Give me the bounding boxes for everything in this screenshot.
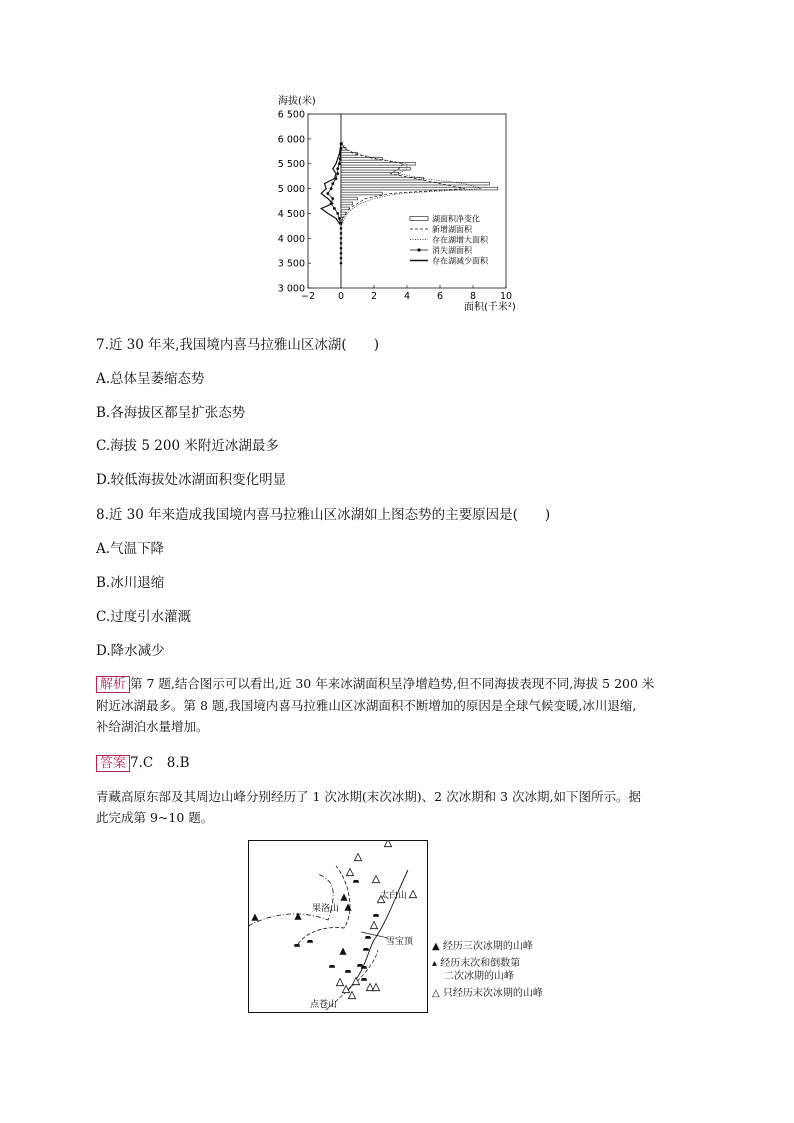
last-glaciation-peak-icon xyxy=(354,854,361,861)
lake-vanished-point xyxy=(340,237,343,240)
last-glaciation-peak-icon xyxy=(409,891,416,898)
net-change-bar xyxy=(341,207,349,210)
intro-line-2: 此完成第 9~10 题。 xyxy=(96,810,214,825)
last-glaciation-peak-icon xyxy=(384,840,391,847)
half-triangle-icon: ▴ xyxy=(432,958,438,969)
legend-three-glaciations: ▲ 经历三次冰期的山峰 xyxy=(432,941,533,952)
two-glaciation-peak-icon xyxy=(365,936,371,939)
last-glaciation-peak-icon xyxy=(372,876,379,883)
three-glaciation-peak-icon xyxy=(251,914,258,921)
x-tick-label: −2 xyxy=(300,291,316,302)
two-glaciation-peak-icon xyxy=(307,940,313,943)
label-diancang-shan: 点苍山 xyxy=(310,1000,338,1010)
lake-vanished-point xyxy=(338,162,341,165)
legend-entry-label: 消失湖面积 xyxy=(432,246,472,255)
last-glaciation-boundary xyxy=(348,870,408,990)
lake-vanished-point xyxy=(336,167,339,170)
legend-swatch-dot xyxy=(417,248,420,251)
lake-vanished-point xyxy=(326,192,329,195)
lake-vanished-point xyxy=(340,262,343,265)
explanation-line-2: 附近冰湖最多。第 8 题,我国境内喜马拉雅山区冰湖面积不断增加的原因是全球气候变暖,冰川退缩, xyxy=(96,698,637,713)
explanation-line-1: 第 7 题,结合图示可以看出,近 30 年来冰湖面积呈净增趋势,但不同海拔表现不同,海拔 5 200 米 xyxy=(130,676,655,691)
last-glaciation-peak-icon xyxy=(336,979,343,986)
x-tick-label: 4 xyxy=(403,291,411,302)
two-glaciation-peak-icon xyxy=(345,970,351,973)
lake-vanished-point xyxy=(340,232,343,235)
x-axis-label: 面积(千米²) xyxy=(464,302,516,313)
answer-text: 7.C 8.B xyxy=(130,755,190,771)
q8-option-a[interactable]: A.气温下降 xyxy=(96,541,165,557)
y-tick-label: 5 500 xyxy=(277,159,305,171)
y-tick-label: 3 000 xyxy=(277,283,305,295)
three-glaciation-peak-icon xyxy=(339,948,346,955)
glacier-peak-map xyxy=(248,840,428,1013)
q7-option-c[interactable]: C.海拔 5 200 米附近冰湖最多 xyxy=(96,438,279,454)
lake-vanished-point xyxy=(339,157,342,160)
x-tick-label: 6 xyxy=(436,291,444,302)
lake-decrease-line xyxy=(321,144,341,224)
two-glaciation-peak-icon xyxy=(353,880,359,883)
lake-vanished-point xyxy=(330,187,333,190)
three-glaciation-peak-icon xyxy=(344,904,351,911)
three-glaciation-peak-icon xyxy=(294,913,301,920)
intro-line-1: 青藏高原东部及其周边山峰分别经历了 1 次冰期(末次冰期)、2 次冰期和 3 次冰期,如下图所示。据 xyxy=(96,789,641,804)
legend-entry-label: 新增湖面积 xyxy=(432,225,472,234)
q7-option-b[interactable]: B.各海拔区都呈扩张态势 xyxy=(96,405,246,421)
lake-vanished-point xyxy=(340,227,343,230)
net-change-bar xyxy=(341,197,358,200)
two-glaciation-peak-icon xyxy=(361,978,367,981)
question-8-stem: 8.近 30 年来造成我国境内喜马拉雅山区冰湖如上图态势的主要原因是( ) xyxy=(96,507,551,523)
label-taibai-shan: 太白山 xyxy=(380,891,408,901)
net-change-bar xyxy=(341,152,358,155)
lake-vanished-point xyxy=(336,212,339,215)
outline-triangle-icon: △ xyxy=(432,988,440,999)
q8-option-d[interactable]: D.降水减少 xyxy=(96,643,165,659)
lake-vanished-point xyxy=(340,247,343,250)
q8-option-b[interactable]: B.冰川退缩 xyxy=(96,575,165,591)
x-tick-label: 8 xyxy=(469,291,477,302)
x-tick-label: 10 xyxy=(499,291,513,302)
lake-area-chart xyxy=(272,92,534,314)
net-change-bar xyxy=(341,187,498,190)
legend-last-glaciation: △ 只经历末次冰期的山峰 xyxy=(432,988,543,999)
two-glaciation-peak-icon xyxy=(329,965,335,968)
lake-vanished-point xyxy=(338,217,341,220)
x-tick-label: 2 xyxy=(370,291,378,302)
map-legend xyxy=(432,940,543,1000)
three-glaciation-peak-icon xyxy=(340,894,347,901)
lake-vanished-point xyxy=(331,182,334,185)
legend-entry-label: 存在湖增大面积 xyxy=(432,235,488,245)
y-tick-label: 4 000 xyxy=(277,233,305,245)
last-glaciation-peak-icon xyxy=(370,922,377,929)
last-glaciation-peak-icon xyxy=(352,978,359,985)
y-tick-label: 5 000 xyxy=(277,184,305,196)
explanation-line-3: 补给湖泊水量增加。 xyxy=(96,719,209,734)
net-change-bar xyxy=(341,192,382,195)
explanation-block xyxy=(96,673,706,737)
last-glaciation-peak-icon xyxy=(372,984,379,991)
net-change-bar xyxy=(341,202,353,205)
explanation-tag: 解析 xyxy=(96,676,130,693)
y-tick-label: 3 500 xyxy=(277,258,305,270)
y-axis-label: 海拔(米) xyxy=(278,96,316,107)
net-change-bar xyxy=(341,212,346,215)
legend-entry-label: 湖面积净变化 xyxy=(432,214,480,224)
label-xuebao-ding: 雪宝顶 xyxy=(386,937,414,947)
answer-block xyxy=(96,751,190,771)
legend-entry-label: 存在湖减少面积 xyxy=(432,256,488,266)
two-glaciation-peak-icon xyxy=(363,948,369,951)
x-tick-label: 0 xyxy=(337,291,345,302)
net-change-bar xyxy=(341,182,490,185)
y-tick-label: 4 500 xyxy=(277,208,305,220)
label-guoluo-shan: 果洛山 xyxy=(312,904,340,914)
answer-tag: 答案 xyxy=(96,755,130,772)
lake-vanished-point xyxy=(340,257,343,260)
map-frame xyxy=(249,841,428,1013)
xuebao-leader xyxy=(361,932,388,938)
lake-vanished-point xyxy=(340,242,343,245)
question-7-stem: 7.近 30 年来,我国境内喜马拉雅山区冰湖( ) xyxy=(96,337,379,353)
q8-option-c[interactable]: C.过度引水灌溉 xyxy=(96,609,192,625)
q7-option-d[interactable]: D.较低海拔处冰湖面积变化明显 xyxy=(96,472,287,488)
two-glaciation-peak-icon xyxy=(373,914,379,917)
legend-swatch-bar xyxy=(410,217,428,221)
lake-vanished-point xyxy=(340,252,343,255)
net-change-bar xyxy=(341,162,415,165)
filled-triangle-icon: ▲ xyxy=(432,941,440,952)
y-tick-label: 6 500 xyxy=(277,109,305,121)
two-glaciation-peak-icon xyxy=(294,944,300,947)
intro-block xyxy=(96,786,706,828)
lake-vanished-point xyxy=(331,197,334,200)
y-tick-label: 6 000 xyxy=(277,134,305,146)
legend-two-glaciations: ▴ 经历末次和倒数第 xyxy=(432,958,521,969)
legend-two-glaciations-cont: 二次冰期的山峰 xyxy=(444,971,514,982)
q7-option-a[interactable]: A.总体呈萎缩态势 xyxy=(96,371,205,387)
two-glaciation-peak-icon xyxy=(361,966,367,969)
last-glaciation-peak-icon xyxy=(346,869,353,876)
lake-vanished-point xyxy=(333,207,336,210)
lake-vanished-point xyxy=(336,172,339,175)
three-glaciation-boundary xyxy=(248,874,333,926)
